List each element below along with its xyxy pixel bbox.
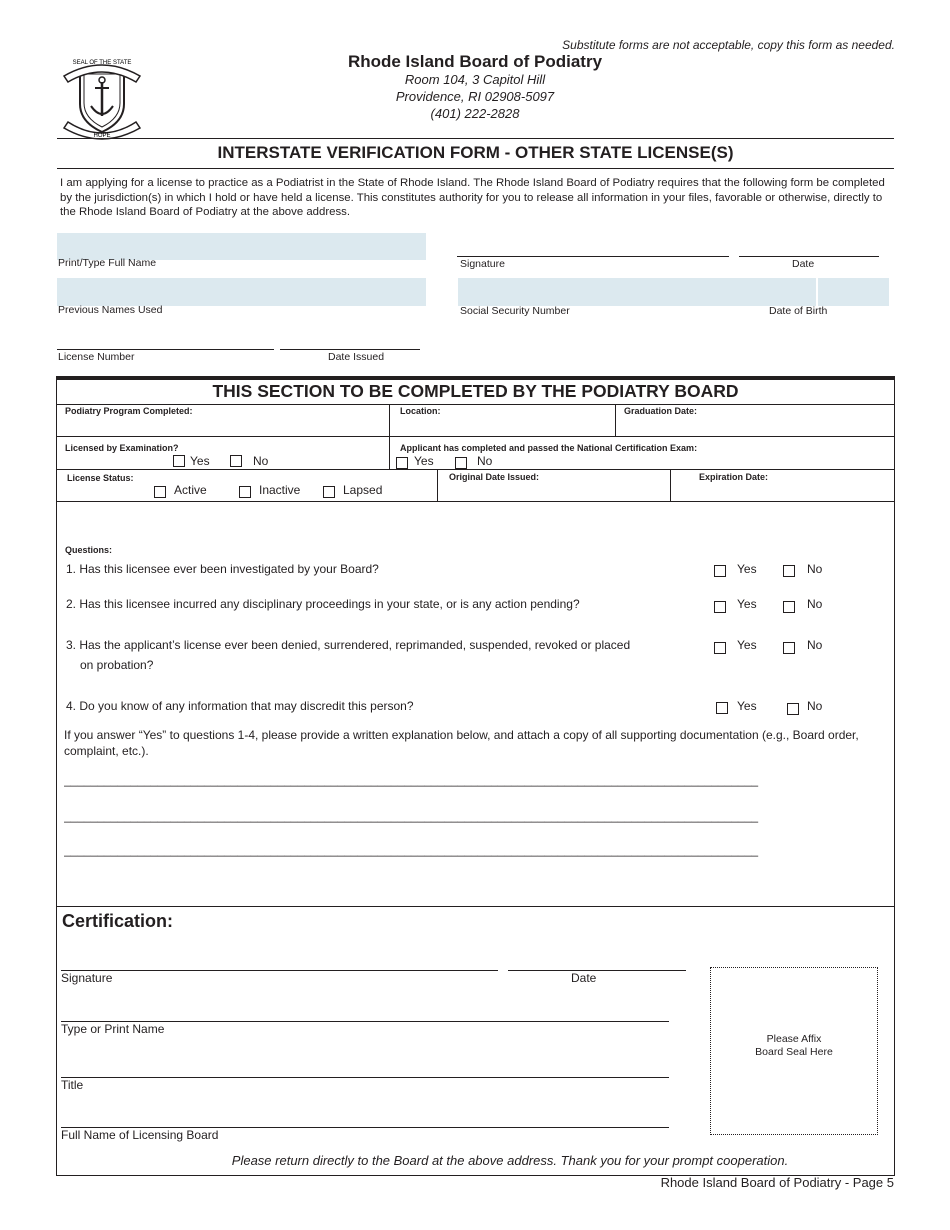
q4-no-checkbox[interactable] bbox=[787, 703, 799, 715]
certification-title: Certification: bbox=[62, 911, 174, 931]
seal-text-top: SEAL OF THE STATE bbox=[72, 60, 132, 66]
substitute-note: Substitute forms are not acceptable, copy this form as needed. bbox=[562, 38, 895, 52]
exam-yes-checkbox[interactable] bbox=[173, 455, 185, 467]
signature-line[interactable] bbox=[457, 256, 729, 257]
q1-yes-checkbox[interactable] bbox=[714, 565, 726, 577]
date-issued-label: Date Issued bbox=[328, 351, 385, 363]
status-inactive-label: Inactive bbox=[259, 483, 301, 497]
exam-no-checkbox[interactable] bbox=[230, 455, 242, 467]
dob-field[interactable] bbox=[818, 278, 889, 306]
location-label: Location: bbox=[400, 406, 441, 416]
original-date-label: Original Date Issued: bbox=[449, 472, 540, 482]
q1-yes-label: Yes bbox=[737, 562, 757, 576]
col-divider bbox=[670, 469, 671, 501]
cert-signature-line[interactable] bbox=[61, 970, 498, 971]
q3-yes-label: Yes bbox=[737, 638, 757, 652]
previous-names-label: Previous Names Used bbox=[58, 304, 163, 316]
q2-yes-checkbox[interactable] bbox=[714, 601, 726, 613]
cert-title-line[interactable] bbox=[61, 1077, 669, 1078]
license-status-label: License Status: bbox=[67, 473, 134, 483]
cert-title-label: Title bbox=[61, 1078, 84, 1092]
intro-paragraph: I am applying for a license to practice as a Podiatrist in the State of Rhode Island. The Rhode Island Board of Podiatry requires that the following form be completed by the jurisdiction(s) in which I hold or have held a license. This constitutes authority for you to release all information in your files, favorable or otherwise, directly to the Rhode Island Board of Podiatry at the above address. bbox=[60, 177, 885, 218]
question-2: 2. Has this licensee incurred any disciplinary proceedings in your state, or is any action pending? bbox=[66, 597, 580, 611]
divider bbox=[57, 168, 894, 169]
q3-no-checkbox[interactable] bbox=[783, 642, 795, 654]
row-divider bbox=[57, 436, 894, 437]
q2-yes-label: Yes bbox=[737, 597, 757, 611]
status-active-label: Active bbox=[174, 483, 207, 497]
board-phone: (401) 222-2828 bbox=[430, 106, 520, 121]
form-title: INTERSTATE VERIFICATION FORM - OTHER STATE LICENSE(S) bbox=[217, 143, 734, 162]
status-inactive-checkbox[interactable] bbox=[239, 486, 251, 498]
board-name: Rhode Island Board of Podiatry bbox=[347, 52, 603, 71]
state-seal bbox=[60, 56, 144, 140]
date-line[interactable] bbox=[739, 256, 879, 257]
graduation-label: Graduation Date: bbox=[624, 406, 698, 416]
cert-name-label: Type or Print Name bbox=[61, 1022, 165, 1036]
full-name-field[interactable] bbox=[57, 233, 426, 260]
full-name-label: Print/Type Full Name bbox=[58, 257, 157, 269]
national-no-label: No bbox=[477, 454, 493, 468]
q3-yes-checkbox[interactable] bbox=[714, 642, 726, 654]
question-3: 3. Has the applicant’s license ever been denied, surrendered, reprimanded, suspended, revoked or placed bbox=[66, 638, 631, 652]
questions-heading: Questions: bbox=[65, 545, 113, 555]
status-lapsed-checkbox[interactable] bbox=[323, 486, 335, 498]
return-note: Please return directly to the Board at the above address. Thank you for your prompt cooperation. bbox=[231, 1153, 789, 1168]
license-number-label: License Number bbox=[58, 351, 135, 363]
explanation-line-3[interactable]: ________________________________________________________________________________________________________ bbox=[64, 843, 759, 857]
program-label: Podiatry Program Completed: bbox=[65, 406, 193, 416]
row-divider bbox=[57, 501, 894, 502]
explanation-line-1[interactable]: ________________________________________________________________________________________________________ bbox=[64, 773, 759, 787]
seal-instruction-2: Board Seal Here bbox=[755, 1046, 833, 1058]
question-4: 4. Do you know of any information that may discredit this person? bbox=[66, 699, 414, 713]
seal-text-bottom: HOPE bbox=[93, 133, 111, 139]
q4-yes-label: Yes bbox=[737, 699, 757, 713]
seal-instruction-1: Please Affix bbox=[766, 1033, 822, 1045]
licensed-by-exam-label: Licensed by Examination? bbox=[65, 443, 179, 453]
q1-no-checkbox[interactable] bbox=[783, 565, 795, 577]
ssn-label: Social Security Number bbox=[460, 305, 570, 317]
expiration-label: Expiration Date: bbox=[699, 472, 769, 482]
q4-no-label: No bbox=[807, 699, 823, 713]
ssn-field[interactable] bbox=[458, 278, 816, 306]
col-divider bbox=[389, 404, 390, 470]
divider bbox=[57, 138, 894, 139]
signature-label: Signature bbox=[460, 258, 505, 270]
exam-yes-label: Yes bbox=[190, 454, 210, 468]
national-no-checkbox[interactable] bbox=[455, 457, 467, 469]
cert-signature-label: Signature bbox=[61, 971, 113, 985]
col-divider bbox=[615, 404, 616, 436]
national-exam-label: Applicant has completed and passed the National Certification Exam: bbox=[400, 443, 698, 453]
page-footer: Rhode Island Board of Podiatry - Page 5 bbox=[660, 1175, 894, 1190]
status-lapsed-label: Lapsed bbox=[343, 483, 383, 497]
q2-no-checkbox[interactable] bbox=[783, 601, 795, 613]
q2-no-label: No bbox=[807, 597, 823, 611]
explanation-line-2[interactable]: ________________________________________________________________________________________________________ bbox=[64, 809, 759, 823]
q1-no-label: No bbox=[807, 562, 823, 576]
board-address-1: Room 104, 3 Capitol Hill bbox=[404, 72, 546, 87]
board-address-2: Providence, RI 02908-5097 bbox=[395, 89, 555, 104]
cert-date-label: Date bbox=[571, 971, 597, 985]
national-yes-checkbox[interactable] bbox=[396, 457, 408, 469]
row-divider bbox=[57, 469, 894, 470]
row-divider bbox=[57, 404, 894, 405]
exam-no-label: No bbox=[253, 454, 269, 468]
row-divider bbox=[57, 906, 894, 907]
dob-label: Date of Birth bbox=[769, 305, 828, 317]
cert-date-line[interactable] bbox=[508, 970, 686, 971]
previous-names-field[interactable] bbox=[57, 278, 426, 306]
col-divider bbox=[437, 469, 438, 501]
date-label: Date bbox=[792, 258, 815, 270]
question-3-continued: on probation? bbox=[80, 658, 154, 672]
question-1: 1. Has this licensee ever been investigated by your Board? bbox=[66, 562, 379, 576]
status-active-checkbox[interactable] bbox=[154, 486, 166, 498]
license-number-line[interactable] bbox=[57, 349, 274, 350]
national-yes-label: Yes bbox=[414, 454, 434, 468]
cert-board-label: Full Name of Licensing Board bbox=[61, 1128, 219, 1142]
q3-no-label: No bbox=[807, 638, 823, 652]
board-section-title: THIS SECTION TO BE COMPLETED BY THE PODIATRY BOARD bbox=[212, 381, 739, 401]
explanation-instructions: If you answer “Yes” to questions 1-4, please provide a written explanation below, and attach a copy of all supporting documentation (e.g., Board order, complaint, etc.). bbox=[64, 728, 859, 758]
date-issued-line[interactable] bbox=[280, 349, 420, 350]
q4-yes-checkbox[interactable] bbox=[716, 702, 728, 714]
